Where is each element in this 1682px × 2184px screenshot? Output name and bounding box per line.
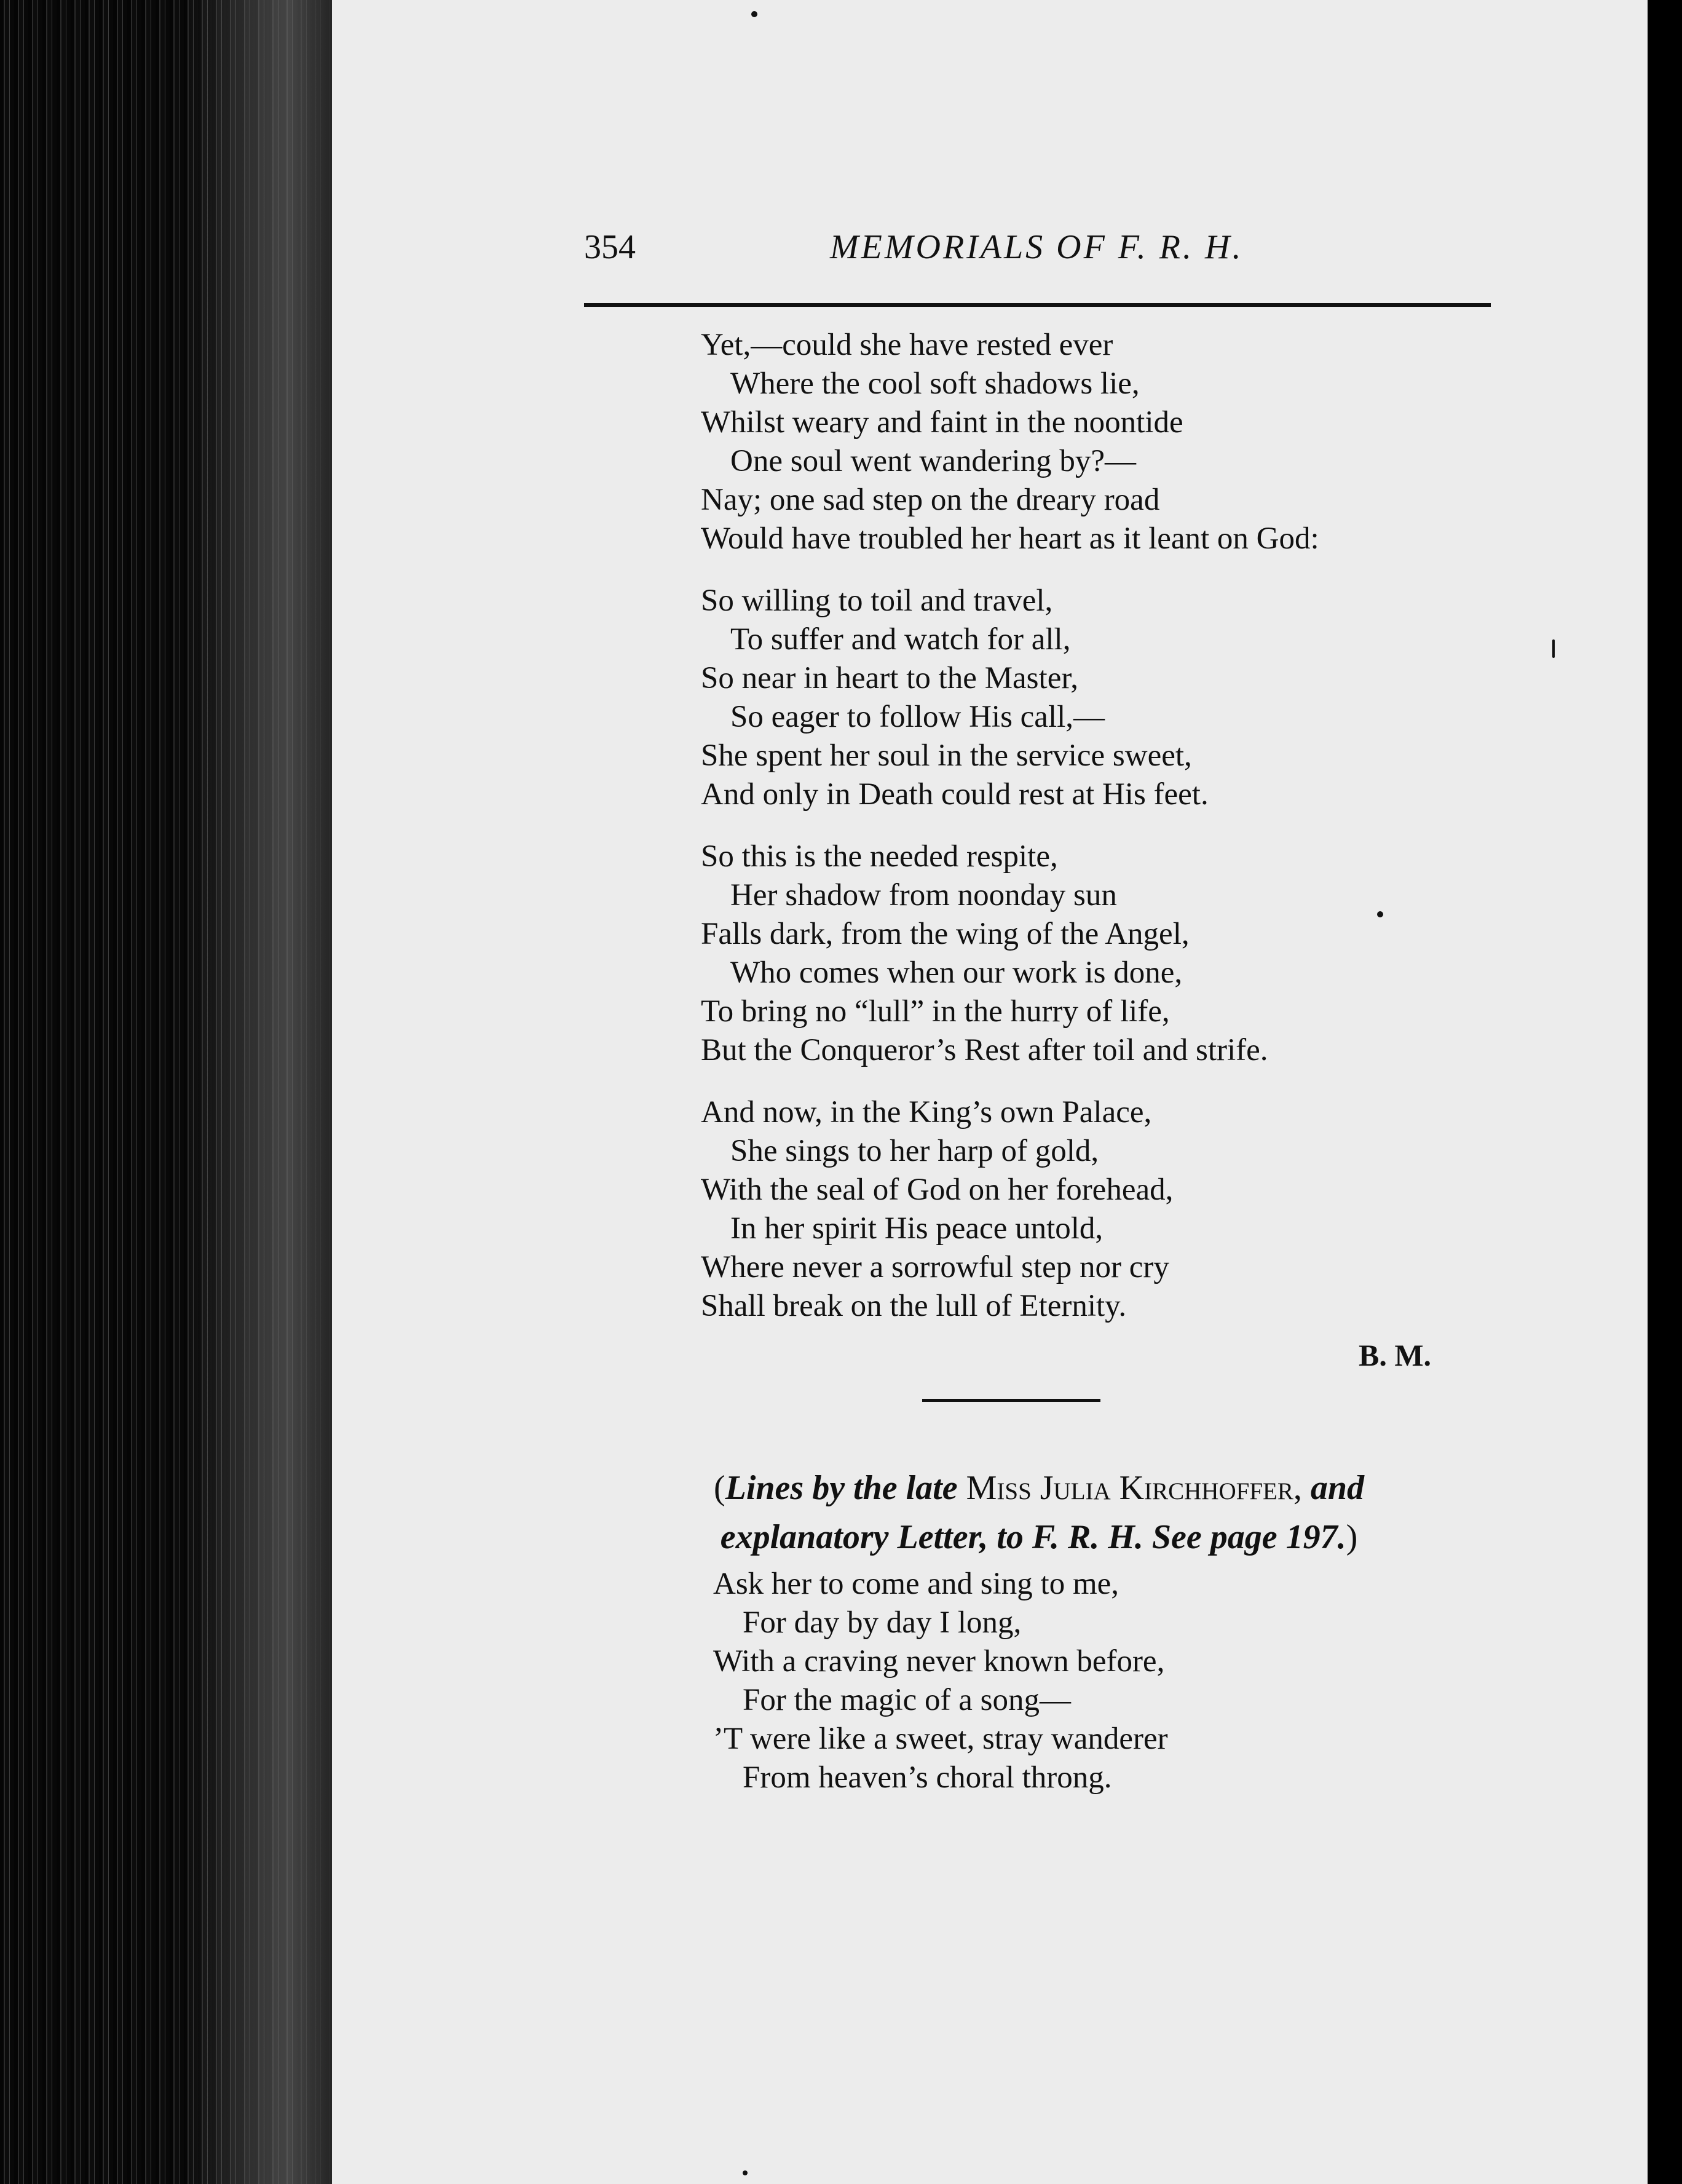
book-page-edges	[0, 0, 332, 2184]
right-gutter	[1648, 0, 1682, 2184]
poem-line: For day by day I long,	[743, 1605, 1022, 1640]
close-paren: )	[1346, 1518, 1358, 1556]
poem-line: To bring no “lull” in the hurry of life,	[701, 994, 1170, 1029]
stanza-4	[701, 1093, 1500, 1326]
heading-explanatory-letter: explanatory Letter, to F. R. H.	[720, 1518, 1143, 1556]
header-rule	[584, 303, 1491, 307]
poem-line: Where never a sorrowful step nor cry	[701, 1250, 1169, 1284]
page-number: 354	[584, 228, 636, 266]
poem-line: And now, in the King’s own Palace,	[701, 1095, 1152, 1130]
heading-and: and	[1310, 1469, 1365, 1507]
poem-line: Whilst weary and faint in the noontide	[701, 405, 1183, 440]
heading-author-name: Miss Julia Kirchhoffer,	[966, 1469, 1302, 1507]
poem-line: So eager to follow His call,—	[730, 700, 1105, 734]
poem-line: Would have troubled her heart as it leant on God:	[701, 521, 1319, 556]
open-paren: (	[713, 1469, 725, 1507]
running-title: MEMORIALS OF F. R. H.	[830, 228, 1244, 266]
poem-line: So this is the needed respite,	[701, 839, 1058, 874]
poem-line: She spent her soul in the service sweet,	[701, 738, 1192, 773]
scan-speck	[751, 11, 757, 17]
poem-line: Nay; one sad step on the dreary road	[701, 483, 1160, 517]
scan-speck	[1552, 639, 1555, 658]
poem-line: One soul went wandering by?—	[730, 444, 1137, 478]
scan-speck	[743, 2170, 748, 2175]
poem-line: From heaven’s choral throng.	[743, 1760, 1112, 1795]
running-header	[584, 228, 1491, 283]
stanza-1	[701, 326, 1500, 558]
poem-line: With a craving never known before,	[713, 1644, 1165, 1679]
poem-line: So near in heart to the Master,	[701, 661, 1079, 695]
scan-speck	[1377, 911, 1383, 917]
poem-line: Falls dark, from the wing of the Angel,	[701, 917, 1190, 951]
poem-line: Where the cool soft shadows lie,	[730, 366, 1140, 401]
poem-signature: B. M.	[1359, 1338, 1432, 1372]
stanza-3	[701, 837, 1500, 1070]
heading-page-reference: See page 197.	[1151, 1518, 1346, 1556]
poem-line: Yet,—could she have rested ever	[701, 328, 1113, 362]
poem-line: Ask her to come and sing to me,	[713, 1567, 1119, 1601]
poem-line: And only in Death could rest at His feet.	[701, 777, 1209, 812]
poem-line: Shall break on the lull of Eternity.	[701, 1289, 1127, 1323]
poem-line: Her shadow from noonday sun	[730, 878, 1117, 912]
poem-line: Who comes when our work is done,	[730, 956, 1183, 990]
poem-line: So willing to toil and travel,	[701, 584, 1053, 618]
poem-line: In her spirit His peace untold,	[730, 1211, 1104, 1246]
heading-lines-by: Lines by the late	[725, 1469, 958, 1507]
stanza-2	[701, 582, 1500, 814]
second-poem	[713, 1565, 1512, 1797]
poem-line: For the magic of a song—	[743, 1683, 1071, 1717]
poem-line: She sings to her harp of gold,	[730, 1134, 1099, 1168]
poem-line: ’T were like a sweet, stray wanderer	[713, 1722, 1168, 1756]
poem-line: But the Conqueror’s Rest after toil and strife.	[701, 1033, 1268, 1067]
section-divider	[922, 1399, 1100, 1402]
poem-line: To suffer and watch for all,	[730, 622, 1071, 657]
poem	[701, 326, 1500, 1349]
section-heading	[590, 1463, 1488, 1562]
poem-line: With the seal of God on her forehead,	[701, 1173, 1174, 1207]
